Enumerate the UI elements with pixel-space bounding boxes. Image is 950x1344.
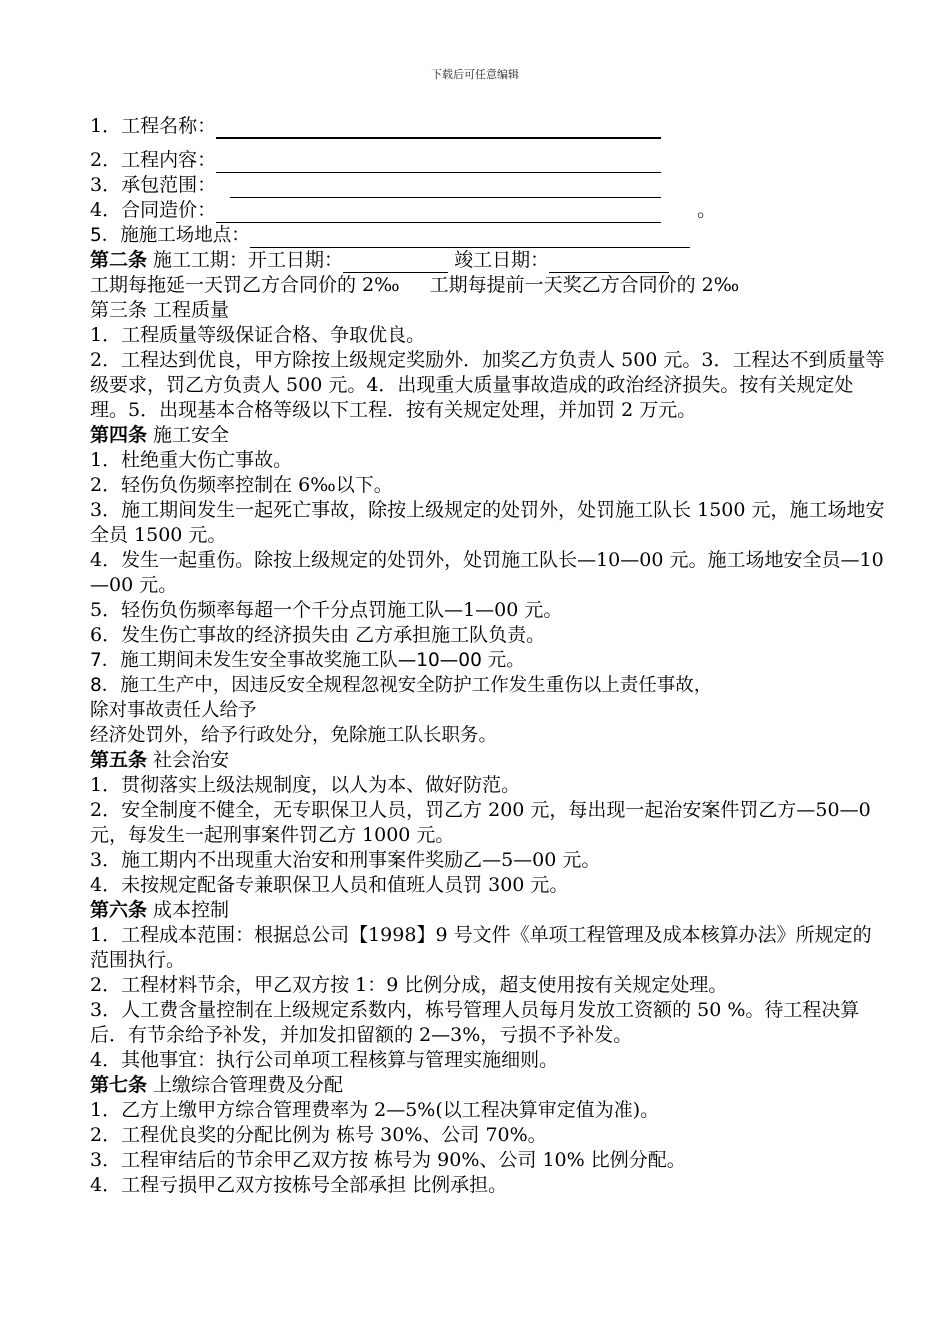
article-6-heading: 第六条 — [90, 899, 148, 921]
article-4-item-8a: 8．施工生产中，因违反安全规程忽视安全防护工作发生重伤以上责任事故， — [90, 675, 713, 696]
item-site-location — [90, 223, 890, 248]
start-date-blank — [343, 252, 448, 273]
article-2-end-label: 竣工日期： — [448, 249, 550, 271]
article-3-item-2: 2．工程达到优良，甲方除按上级规定奖励外．加奖乙方负责人 500 元。3．工程达不到质量等级要求，罚乙方负责人 500 元。4．出现重大质量事故造成的政治经济损失。按有关规定处理。5．出现基本合格等级以下工程．按有关规定处理，并加罚 2 万元。 — [90, 349, 885, 421]
article-6-item-2: 2．工程材料节余，甲乙双方按 1：9 比例分成，超支使用按有关规定处理。 — [90, 974, 728, 996]
article-5-heading: 第五条 — [90, 749, 148, 771]
article-4-item-5: 5．轻伤负伤频率每超一个千分点罚施工队—1—00 元。 — [90, 599, 563, 621]
contract-price-label: 4．合同造价： — [90, 199, 217, 221]
article-2-terms — [90, 273, 890, 298]
article-5-item-4: 4．未按规定配备专兼职保卫人员和值班人员罚 300 元。 — [90, 874, 569, 896]
article-6-heading-line — [90, 898, 890, 923]
article-5-item-3: 3．施工期内不出现重大治安和刑事案件奖励乙—5—00 元。 — [90, 849, 601, 871]
item-contract-price — [90, 198, 890, 223]
article-7-item-4: 4．工程亏损甲乙双方按栋号全部承担 比例承担。 — [90, 1174, 508, 1196]
item-project-content — [90, 148, 890, 173]
site-location-blank — [250, 227, 690, 248]
article-4-item-3: 3．施工期间发生一起死亡事故，除按上级规定的处罚外，处罚施工队长 1500 元，施工场地安全员 1500 元。 — [90, 499, 885, 546]
article-6-item-3: 3．人工费含量控制在上级规定系数内，栋号管理人员每月发放工资额的 50 %。待工程决算后．有节余给予补发，并加发扣留额的 2—3%，亏损不予补发。 — [90, 999, 860, 1046]
delay-penalty: 工期每拖延一天罚乙方合同价的 2‰ — [90, 274, 400, 296]
early-bonus: 工期每提前一天奖乙方合同价的 2‰ — [429, 274, 740, 296]
article-4-item-7: 7．施工期间未发生安全事故奖施工队—10—00 元。 — [90, 650, 525, 671]
article-7-title: 上缴综合管理费及分配 — [147, 1074, 344, 1096]
contract-scope-blank — [230, 177, 661, 198]
article-7-item-1: 1．乙方上缴甲方综合管理费率为 2—5%(以工程决算审定值为准)。 — [90, 1099, 660, 1121]
document-body — [90, 114, 890, 1198]
article-6-item-4: 4．其他事宜：执行公司单项工程核算与管理实施细则。 — [90, 1049, 559, 1071]
article-4-item-4: 4．发生一起重伤。除按上级规定的处罚外，处罚施工队长—10—00 元。施工场地安全员—10—00 元。 — [90, 549, 884, 596]
article-3-item-1: 1．工程质量等级保证合格、争取优良。 — [90, 324, 426, 346]
project-name-label: 1．工程名称： — [90, 115, 217, 137]
contract-price-end: 。 — [697, 199, 717, 221]
article-4-heading: 第四条 — [90, 424, 148, 446]
article-2-heading: 第二条 — [90, 249, 148, 271]
article-5-heading-line — [90, 748, 890, 773]
project-content-blank — [216, 152, 661, 173]
contract-scope-label: 3．承包范围： — [90, 174, 217, 196]
project-name-blank — [216, 117, 661, 139]
article-2-start-label: 施工工期：开工日期： — [147, 249, 344, 271]
article-4-item-6: 6．发生伤亡事故的经济损失由 乙方承担施工队负责。 — [90, 624, 546, 646]
article-7-heading-line — [90, 1073, 890, 1098]
page-header-note: 下载后可任意编辑 — [431, 68, 519, 81]
project-content-label: 2．工程内容： — [90, 149, 217, 171]
article-2-line — [90, 248, 890, 273]
item-contract-scope — [90, 173, 890, 198]
article-3-heading: 第三条 工程质量 — [90, 299, 230, 321]
item-project-name — [90, 114, 890, 139]
article-6-item-1: 1．工程成本范围：根据总公司【1998】9 号文件《单项工程管理及成本核算办法》所规定的范围执行。 — [90, 924, 872, 971]
article-5-item-2: 2．安全制度不健全，无专职保卫人员，罚乙方 200 元，每出现一起治安案件罚乙方—50—0 元，每发生一起刑事案件罚乙方 1000 元。 — [90, 799, 871, 846]
article-4-item-8b: 除对事故责任人给予 — [90, 700, 257, 721]
article-4-item-2: 2．轻伤负伤频率控制在 6‰以下。 — [90, 474, 393, 496]
contract-price-blank — [216, 202, 661, 223]
end-date-blank — [549, 252, 669, 273]
article-7-item-3: 3．工程审结后的节余甲乙双方按 栋号为 90%、公司 10% 比例分配。 — [90, 1149, 686, 1171]
article-6-title: 成本控制 — [147, 899, 230, 921]
article-4-item-1: 1．杜绝重大伤亡事故。 — [90, 449, 293, 471]
site-location-label: 5．施施工场地点： — [90, 225, 250, 246]
article-7-item-2: 2．工程优良奖的分配比例为 栋号 30%、公司 70%。 — [90, 1124, 547, 1146]
article-7-heading: 第七条 — [90, 1074, 148, 1096]
article-4-heading-line — [90, 423, 890, 448]
article-4-item-8c: 经济处罚外，给予行政处分，免除施工队长职务。 — [90, 725, 498, 746]
article-5-item-1: 1．贯彻落实上级法规制度，以人为本、做好防范。 — [90, 774, 521, 796]
article-5-title: 社会治安 — [147, 749, 230, 771]
article-4-title: 施工安全 — [147, 424, 230, 446]
